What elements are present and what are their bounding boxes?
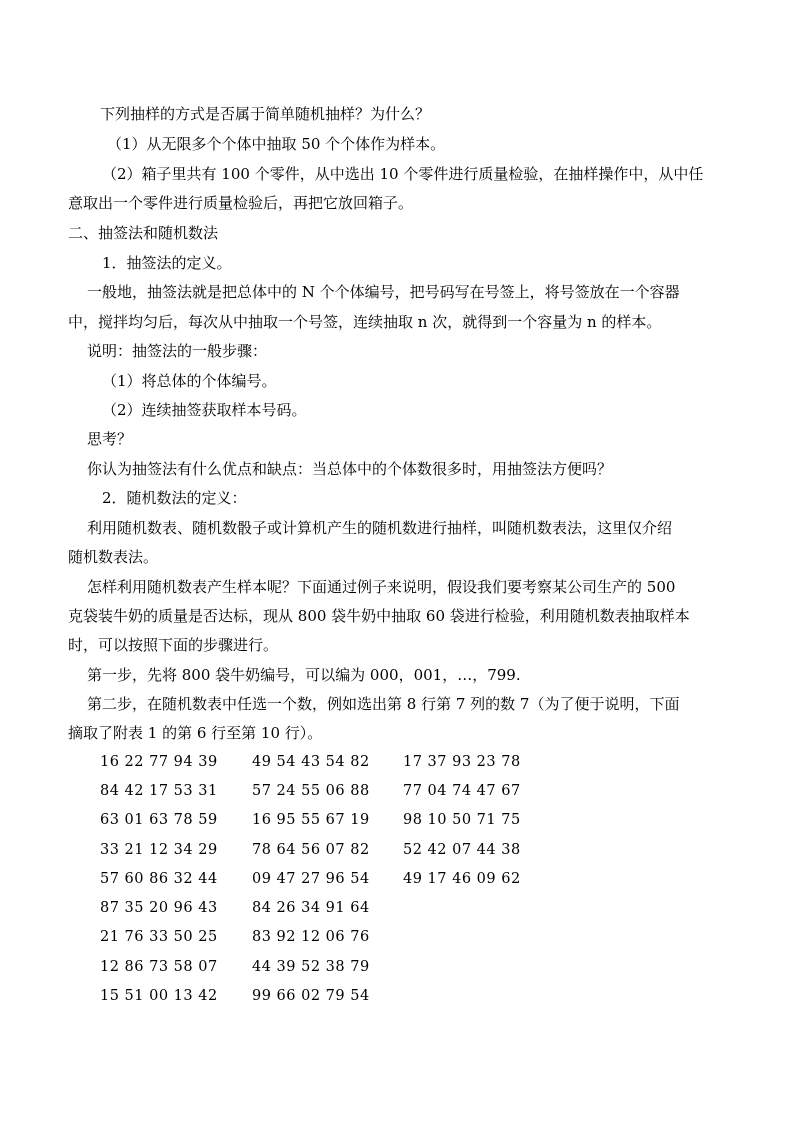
table-cell: 16 22 77 94 39: [100, 754, 218, 770]
table-cell: 09 47 27 96 54: [252, 871, 370, 887]
section-heading: 二、抽签法和随机数法: [68, 224, 219, 242]
table-cell: 98 10 50 71 75: [403, 812, 521, 828]
table-cell: 87 35 20 96 43: [100, 900, 218, 916]
lottery-definition-line-1: 一般地，抽签法就是把总体中的 N 个个体编号，把号码写在号签上，将号签放在一个容器: [87, 283, 680, 301]
random-definition-line-2: 随机数表法。: [68, 548, 159, 566]
question-intro: 下列抽样的方式是否属于简单随机抽样？为什么？: [100, 105, 431, 123]
table-cell: 84 42 17 53 31: [100, 783, 218, 799]
lottery-step-2: （2）连续抽签获取样本号码。: [102, 401, 307, 419]
table-cell: 78 64 56 07 82: [252, 842, 370, 858]
lottery-definition-line-2: 中，搅拌均匀后，每次从中抽取一个号签，连续抽取 n 次，就得到一个容量为 n 的样本。: [68, 313, 662, 331]
table-cell: 44 39 52 38 79: [252, 959, 370, 975]
lottery-step-1: （1）将总体的个体编号。: [102, 372, 277, 390]
table-cell: 17 37 93 23 78: [403, 754, 521, 770]
table-cell: 49 17 46 09 62: [403, 871, 521, 887]
second-step-line-2: 摘取了附表 1 的第 6 行至第 10 行）。: [68, 724, 323, 742]
table-cell: 21 76 33 50 25: [100, 929, 218, 945]
table-cell: 33 21 12 34 29: [100, 842, 218, 858]
subsection-heading-random: 2．随机数法的定义：: [102, 489, 247, 507]
random-definition-line-1: 利用随机数表、随机数骰子或计算机产生的随机数进行抽样，叫随机数表法，这里仅介绍: [87, 519, 673, 537]
table-cell: 52 42 07 44 38: [403, 842, 521, 858]
table-cell: 57 24 55 06 88: [252, 783, 370, 799]
howto-line-3: 时，可以按照下面的步骤进行。: [68, 636, 279, 654]
table-cell: 49 54 43 54 82: [252, 754, 370, 770]
question-item-2-line-2: 意取出一个零件进行质量检验后，再把它放回箱子。: [68, 194, 414, 212]
first-step: 第一步，先将 800 袋牛奶编号，可以编为 000，001，…，799.: [87, 666, 521, 684]
second-step-line-1: 第二步，在随机数表中任选一个数，例如选出第 8 行第 7 列的数 7（为了便于说明，下面: [87, 695, 680, 713]
howto-line-1: 怎样利用随机数表产生样本呢？下面通过例子来说明，假设我们要考察某公司生产的 500: [87, 578, 676, 596]
question-item-1: （1）从无限多个个体中抽取 50 个个体作为样本。: [107, 135, 446, 153]
explain-label: 说明：抽签法的一般步骤：: [87, 342, 268, 360]
table-cell: 99 66 02 79 54: [252, 988, 370, 1004]
question-item-2-line-1: （2）箱子里共有 100 个零件，从中选出 10 个零件进行质量检验，在抽样操作中，从中任: [102, 165, 704, 183]
howto-line-2: 克袋装牛奶的质量是否达标，现从 800 袋牛奶中抽取 60 袋进行检验，利用随机数表抽取样本: [68, 607, 690, 625]
table-cell: 77 04 74 47 67: [403, 783, 521, 799]
think-question: 你认为抽签法有什么优点和缺点：当总体中的个体数很多时，用抽签法方便吗？: [87, 460, 613, 478]
subsection-heading-lottery: 1．抽签法的定义。: [102, 254, 232, 272]
table-cell: 84 26 34 91 64: [252, 900, 370, 916]
table-cell: 83 92 12 06 76: [252, 929, 370, 945]
table-cell: 16 95 55 67 19: [252, 812, 370, 828]
table-cell: 12 86 73 58 07: [100, 959, 218, 975]
table-cell: 15 51 00 13 42: [100, 988, 218, 1004]
table-cell: 63 01 63 78 59: [100, 812, 218, 828]
think-label: 思考？: [87, 430, 133, 448]
table-cell: 57 60 86 32 44: [100, 871, 218, 887]
